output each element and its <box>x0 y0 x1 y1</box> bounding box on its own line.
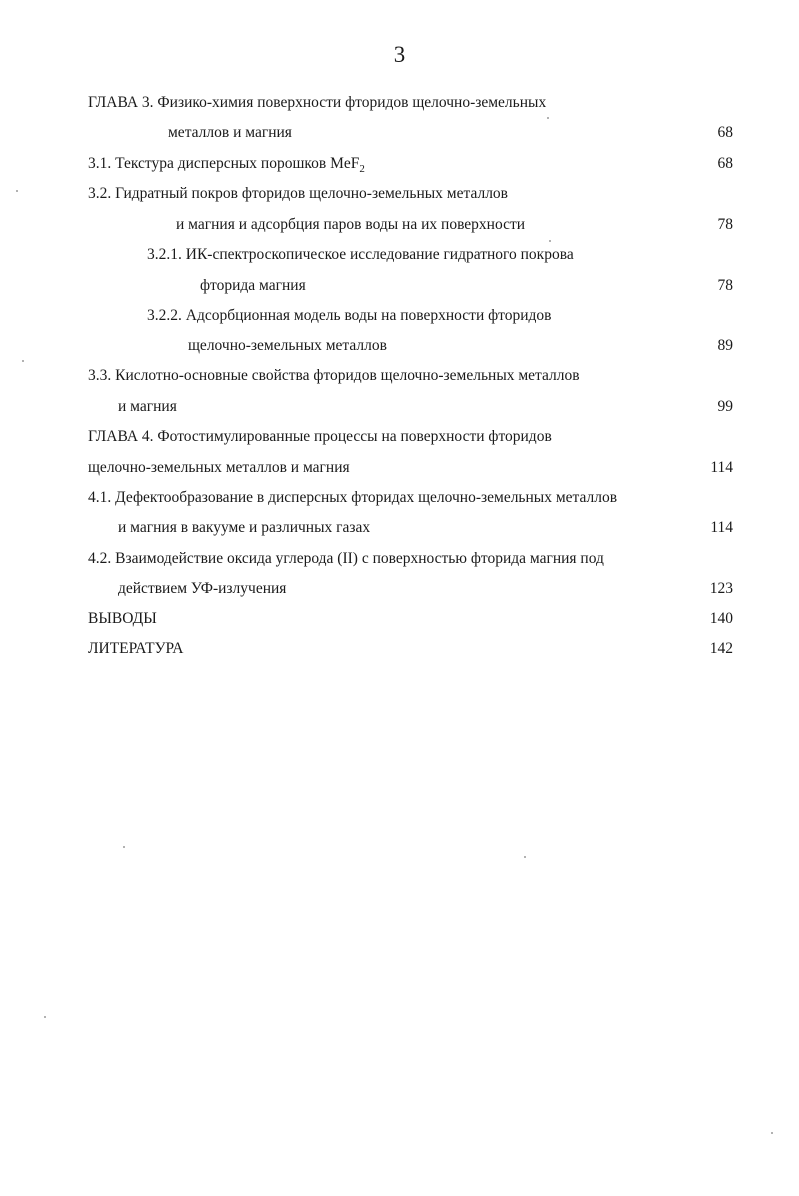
toc-page-number: 78 <box>717 216 733 233</box>
toc-page-number: 123 <box>709 580 733 597</box>
toc-page-number: 140 <box>709 610 733 627</box>
toc-entry-chapter-4[interactable] <box>0 425 799 449</box>
scan-speck <box>44 1016 46 1018</box>
toc-entry-chapter-3[interactable] <box>0 91 799 115</box>
scan-speck <box>547 117 549 119</box>
toc-entry-section-4-1-cont[interactable] <box>0 516 799 540</box>
toc-entry-text: 3.3. Кислотно-основные свойства фторидов щелочно-земельных металлов <box>88 367 580 384</box>
toc-entry-text: и магния <box>118 398 177 415</box>
toc-entry-section-3-2-1[interactable] <box>0 243 799 267</box>
toc-page-number: 68 <box>717 124 733 141</box>
toc-entry-text: и магния и адсорбция паров воды на их поверхности <box>176 216 526 233</box>
toc-entry-text: ЛИТЕРАТУРА <box>88 640 184 657</box>
subscript-2: 2 <box>359 163 365 176</box>
toc-entry-text: 3.2. Гидратный покров фторидов щелочно-земельных металлов <box>88 185 508 202</box>
toc-entry-section-3-2-2[interactable] <box>0 304 799 328</box>
toc-entry-text: действием УФ-излучения <box>118 580 287 597</box>
toc-entry-text: 4.1. Дефектообразование в дисперсных фторидах щелочно-земельных металлов <box>88 489 618 506</box>
toc-entry-chapter-3-cont[interactable] <box>0 121 799 145</box>
toc-entry-text: 3.1. Текстура дисперсных порошков MeF$_2$ <box>88 155 365 176</box>
toc-entry-text: щелочно-земельных металлов <box>188 337 387 354</box>
toc-entry-text: 3.2.1. ИК-спектроскопическое исследование гидратного покрова <box>147 246 574 263</box>
toc-page-number: 99 <box>717 398 733 415</box>
scan-speck <box>771 1132 773 1134</box>
toc-entry-section-3-3-cont[interactable] <box>0 395 799 419</box>
scan-speck <box>16 190 18 192</box>
toc-entry-chapter-4-cont[interactable] <box>0 456 799 480</box>
toc-entry-section-4-1[interactable] <box>0 486 799 510</box>
toc-entry-text: фторида магния <box>200 277 306 294</box>
toc-entry-text: ГЛАВА 3. Физико-химия поверхности фторидов щелочно-земельных <box>88 94 547 111</box>
toc-entry-text: ВЫВОДЫ <box>88 610 157 627</box>
toc-entry-text: 3.2.2. Адсорбционная модель воды на поверхности фторидов <box>147 307 552 324</box>
toc-entry-section-3-1[interactable] <box>0 152 799 176</box>
toc-entry-section-3-2[interactable] <box>0 182 799 206</box>
toc-page-number: 78 <box>717 277 733 294</box>
scan-speck <box>549 240 551 242</box>
toc-entry-text: и магния в вакууме и различных газах <box>118 519 371 536</box>
toc-page-number: 142 <box>709 640 733 657</box>
toc-entry-text: 4.2. Взаимодействие оксида углерода (II) с поверхностью фторида магния под <box>88 550 604 567</box>
toc-entry-section-3-2-1-cont[interactable] <box>0 274 799 298</box>
toc-entry-section-4-2[interactable] <box>0 547 799 571</box>
toc-page-number: 89 <box>717 337 733 354</box>
scan-speck <box>123 846 125 848</box>
toc-page-number: 114 <box>710 459 733 476</box>
toc-entry-section-4-2-cont[interactable] <box>0 577 799 601</box>
scan-speck <box>22 360 24 362</box>
toc-entry-text: щелочно-земельных металлов и магния <box>88 459 350 476</box>
toc-page-number: 68 <box>717 155 733 172</box>
scan-speck <box>524 856 526 858</box>
toc-entry-section-3-2-2-cont[interactable] <box>0 334 799 358</box>
toc-entry-section-3-3[interactable] <box>0 364 799 388</box>
toc-entry-literature[interactable] <box>0 637 799 661</box>
toc-entry-text: ГЛАВА 4. Фотостимулированные процессы на поверхности фторидов <box>88 428 552 445</box>
toc-entry-text: металлов и магния <box>168 124 292 141</box>
page-number: 3 <box>393 42 406 67</box>
toc-entry-section-3-2-cont[interactable] <box>0 213 799 237</box>
toc-page-number: 114 <box>710 519 733 536</box>
toc-entry-conclusions[interactable] <box>0 607 799 631</box>
